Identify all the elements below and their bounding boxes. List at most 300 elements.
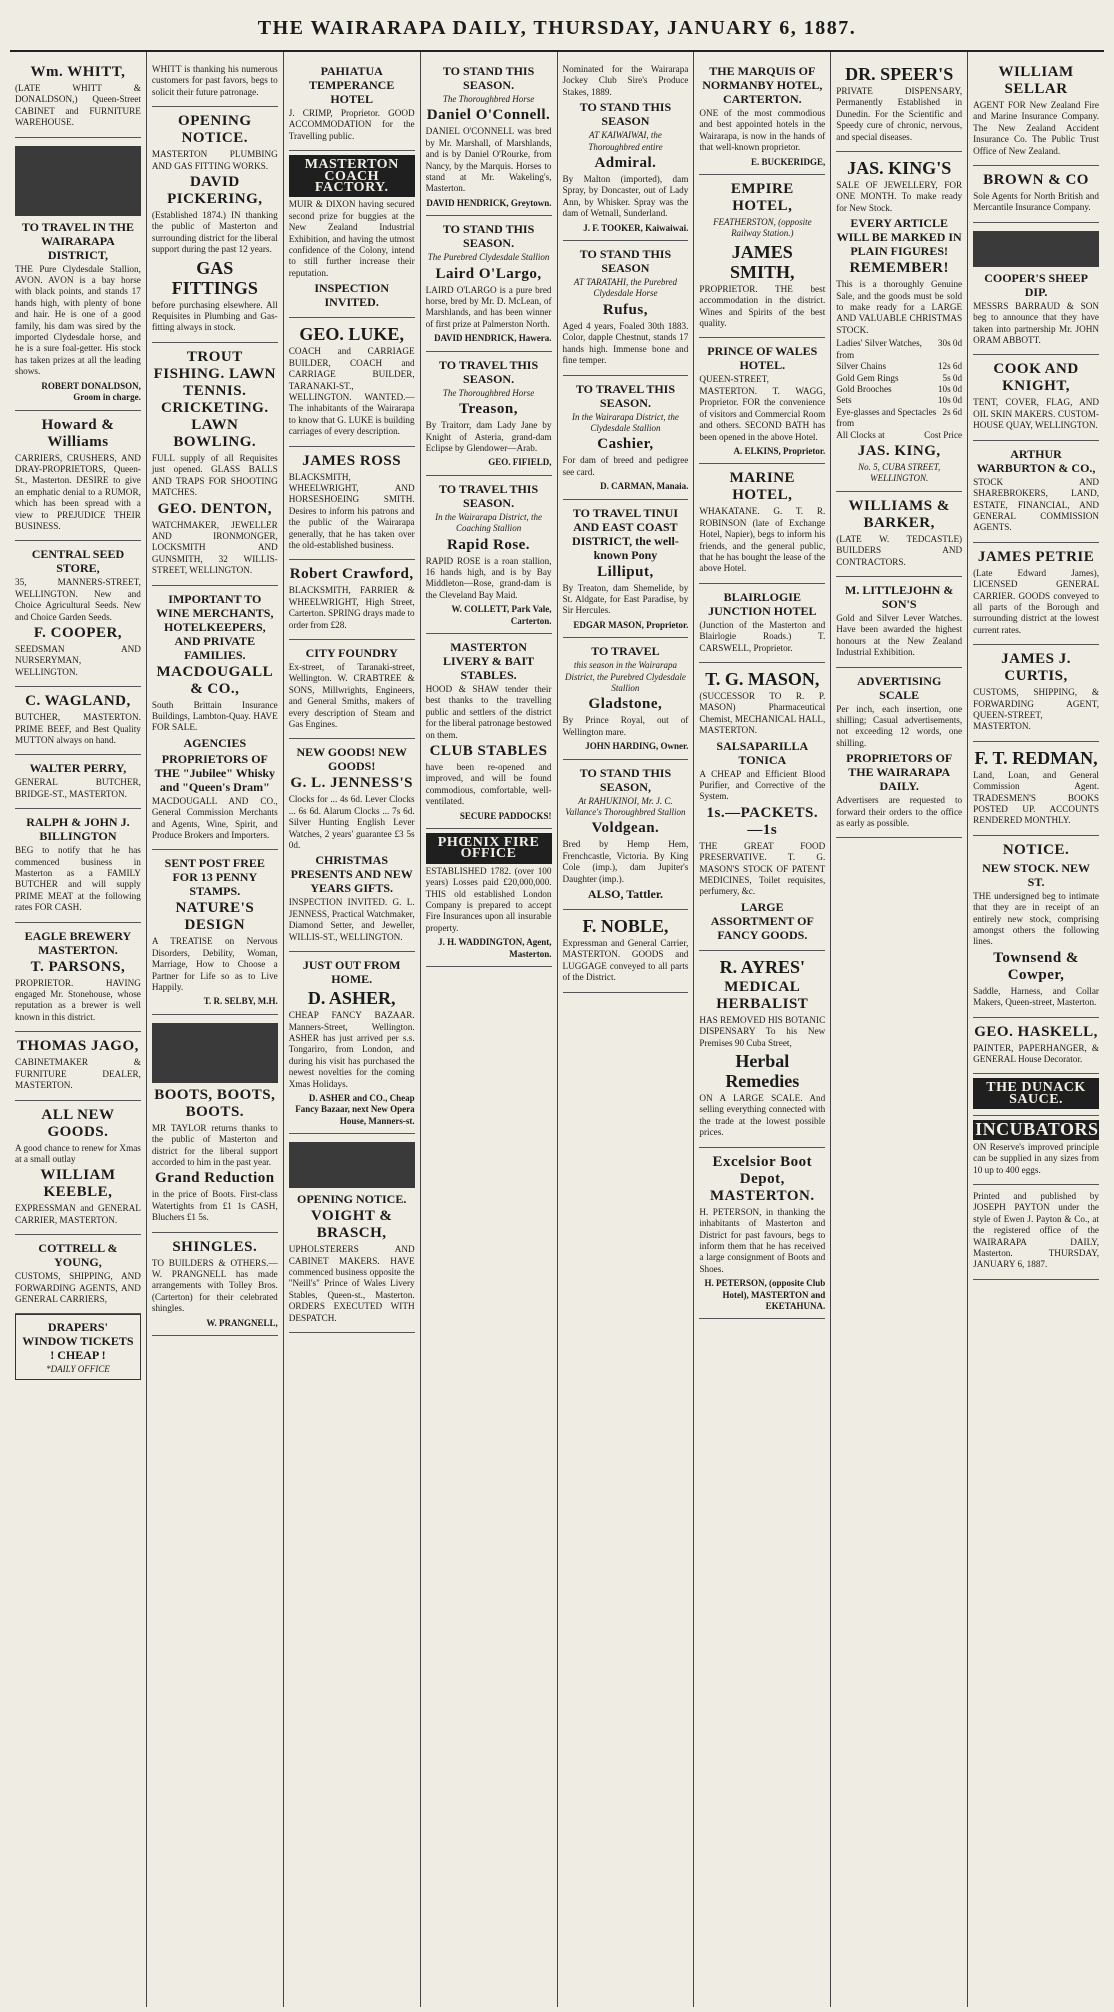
ad-heading: Admiral. (594, 155, 657, 172)
ad-heading: PHŒNIX FIRE OFFICE (426, 833, 552, 864)
ad-signature: E. BUCKERIDGE, (750, 156, 826, 167)
ad-luke (289, 318, 415, 446)
ad-subline: this season in the Wairarapa District, the Purebred Clydesdale Stallion (565, 660, 686, 693)
ad-crawford (289, 560, 415, 640)
ad-howard-williams (15, 411, 141, 542)
ad-text: LAIRD O'LARGO is a pure bred horse, bred by Mr. D. McLean, of Marshlands, and has been winner of first prize at Palmerston North. (425, 284, 552, 329)
ad-heading: EVERY ARTICLE WILL BE MARKED IN PLAIN FIGURES! (836, 216, 962, 259)
ad-haskell (973, 1018, 1099, 1075)
ad-text: SALE OF JEWELLERY, FOR ONE MONTH. To make ready for New Stock. (836, 180, 963, 213)
ad-williams-barker (836, 492, 962, 577)
ad-heading: THE MARQUIS OF NORMANBY HOTEL, CARTERTON. (702, 64, 823, 106)
ad-heading: LARGE ASSORTMENT OF FANCY GOODS. (710, 899, 814, 942)
column-8 (968, 52, 1104, 2007)
ad-text: Land, Loan, and General Commission Agent. TRADESMEN'S BOOKS POSTED UP. ACCOUNTS RENDERED MONTHLY. (973, 769, 1099, 826)
ad-text: EXPRESSMAN and GENERAL CARRIER, MASTERTON. (15, 1203, 141, 1225)
ad-subline: AT KAIWAIWAI, the Thoroughbred entire (588, 130, 663, 152)
ad-heading: Treason, (459, 401, 518, 418)
ad-heading: Howard & Williams (41, 416, 115, 450)
ad-text: A TREATISE on Nervous Disorders, Debility, Woman, Marriage, How to Choose a Partner for Life so as to Live Happily. (151, 936, 278, 992)
ad-text: TENT, COVER, FLAG, AND OIL SKIN MAKERS. CUSTOM-HOUSE QUAY, WELLINGTON. (973, 397, 1099, 431)
ad-heading: TO STAND THIS SEASON (579, 247, 672, 276)
ad-text: Expressman and General Carrier, MASTERTON. GOODS and LUGGAGE conveyed to all parts of the District. (562, 938, 689, 983)
ad-redman (973, 742, 1099, 836)
ad-avon (15, 138, 141, 411)
ad-text: WHITT is thanking his numerous customers for past favors, begs to solicit their future patronage. (151, 64, 278, 97)
sheep-dip-illustration (973, 231, 1099, 267)
ad-heading: INSPECTION INVITED. (314, 281, 390, 310)
ad-text: WHAKATANE. G. T. R. ROBINSON (late of Exchange Hotel, Napier), begs to inform his friends, and the general public, that he has bought the lease of the above Hotel. (699, 506, 826, 574)
ad-text: Ex-street, of Taranaki-street, Wellington. W. CRABTREE & SONS, Millwrights, Engineers, and General Smiths, makers of every description of Steam and Gas Engines. (288, 662, 415, 730)
ad-heading: THE DUNACK SAUCE. (973, 1078, 1099, 1109)
ad-heading: JAMES J. CURTIS, (1001, 651, 1071, 685)
ad-subline: The Purebred Clydesdale Stallion (427, 252, 550, 263)
ad-signature: J. H. WADDINGTON, Agent, Masterton. (438, 937, 552, 959)
ad-text: FULL supply of all Requisites just opened. GLASS BALLS AND TRAPS FOR SHOOTING MATCHES. (151, 452, 278, 498)
ad-subline: AT TARATAHI, the Purebred Clydesdale Horse (573, 277, 678, 299)
ad-text: before purchasing elsewhere. All Requisites in Plumbing and Gas-fitting always in stock. (151, 299, 278, 333)
ad-heading: TO TRAVEL TINUI AND EAST COAST DISTRICT, the well-known Pony (572, 505, 679, 562)
ad-heading: OPENING NOTICE. (297, 1192, 407, 1207)
horse-illustration (15, 146, 141, 216)
ad-heading: GEO. HASKELL, (974, 1023, 1098, 1040)
ad-text: Saddle, Harness, and Collar Makers, Queen-street, Masterton. (973, 985, 1099, 1008)
list-item: Ladies' Silver Watches, from 30s 0d (836, 338, 963, 360)
ad-wagland (15, 687, 141, 755)
ad-text: HAS REMOVED HIS BOTANIC DISPENSARY To his New Premises 90 Cuba Street, (699, 1014, 826, 1048)
ad-text: J. CRIMP, Proprietor. GOOD ACCOMMODATION for the Travelling public. (288, 108, 415, 141)
ad-heading: ADVERTISING SCALE (857, 673, 942, 702)
ad-text: By Treaton, dam Shemelide, by St. Aldgate, for East Paradise, by Sir Hercules. (562, 582, 689, 616)
masthead (10, 6, 1104, 52)
column-7 (831, 52, 968, 2007)
ad-subline: In the Wairarapa District, the Coaching Stallion (435, 511, 543, 534)
ad-whitt-cont (152, 58, 278, 107)
ad-heading: NEW GOODS! NEW GOODS! (296, 745, 407, 774)
list-item: Sets 10s 0d (836, 395, 963, 406)
ad-subline: FEATHERSTON, (opposite Railway Station.) (713, 217, 812, 239)
ad-heading: OPENING NOTICE. (178, 113, 252, 147)
ad-heading: WILLIAM SELLAR (998, 64, 1074, 97)
ad-heading: EAGLE BREWERY MASTERTON. (24, 928, 132, 957)
ad-heading: JUST OUT FROM HOME. (302, 958, 401, 987)
ad-subline: At RAHUKINOI, Mr. J. C. Vallance's Thoroughbred Stallion (565, 795, 686, 817)
ad-heading: WALTER PERRY, (29, 761, 127, 776)
ad-heading: DRAPERS' WINDOW TICKETS ! CHEAP ! (22, 1320, 134, 1363)
ad-ayres (699, 951, 825, 1148)
ad-heading: C. WAGLAND, (25, 693, 131, 710)
ad-gladstone (563, 638, 689, 759)
ad-text: (Established 1874.) IN thanking the public of Masterton and surrounding district for the liberal support during the past 12 years. (151, 210, 278, 255)
ad-heading: EMPIRE HOTEL, (730, 181, 794, 215)
ad-heading: JAS. KING'S (847, 158, 952, 179)
ad-heading: CLUB STABLES (429, 743, 548, 759)
ad-text: (SUCCESSOR TO R. P. MASON) Pharmaceutical Chemist, MECHANICAL HALL, MASTERTON. (699, 690, 826, 736)
ad-heading: TO TRAVEL THIS SEASON. (575, 381, 676, 410)
ad-heading: F. NOBLE, (582, 916, 669, 937)
imprint (973, 1185, 1099, 1280)
ad-advertising-scale (836, 668, 962, 839)
ad-heading: D. ASHER, (307, 988, 396, 1009)
ad-admiral (563, 58, 689, 241)
ad-heading: COTTRELL & YOUNG, (38, 1241, 118, 1270)
ad-text: Clocks for ... 4s 6d. Lever Clocks ... 6s 6d. Alarum Clocks ... 7s 6d. Silver Hunting English Lever Watches, 2 years' guarantee £3 5s 0d. (288, 794, 415, 851)
ad-ross (289, 447, 415, 561)
ad-livery-stables (426, 634, 552, 829)
ad-text: PROPRIETOR. THE best accommodation in the district. Wines and Spirits of the best quality. (699, 283, 826, 329)
ad-heading: MACDOUGALL & CO., (156, 663, 274, 697)
ad-text: A good chance to renew for Xmas at a small outlay (15, 1142, 141, 1164)
ad-text: PAINTER, PAPERHANGER, & GENERAL House Decorator. (973, 1042, 1099, 1065)
ad-text: THE Pure Clydesdale Stallion, AVON. AVON is a bay horse with black points, and stands 17 hands high, with plenty of bone and hair. He is one of a good family, his dam was sired by the imported Clydesdale horse, and he is a sure foal-getter. His stock has taken prizes at all the leading shows. (15, 263, 141, 377)
ad-heading: Daniel O'Connell. (426, 107, 551, 124)
ad-text: THE GREAT FOOD PRESERVATIVE. T. G. MASON'S STOCK OF PATENT MEDICINES, Toilet requisites, perfumery, &c. (699, 840, 826, 897)
ad-signature: ROBERT DONALDSON, Groom in charge. (41, 380, 141, 403)
ad-cottrell-young (15, 1235, 141, 1314)
ad-heading: F. T. REDMAN, (974, 747, 1098, 768)
ad-rapid-rose (426, 476, 552, 634)
ad-text: HOOD & SHAW tender their best thanks to the travelling public and settlers of the district for the liberal patronage bestowed on them. (425, 683, 552, 740)
ad-text: UPHOLSTERERS AND CABINET MAKERS. HAVE commenced business opposite the "Neill's" Prince of Wales Livery Stables, Queen-st., Masterton. ORDERS EXECUTED WITH DESPATCH. (288, 1244, 415, 1323)
ad-jago (15, 1032, 141, 1100)
ad-heading: JAMES PETRIE (977, 548, 1095, 565)
ad-heading: NEW STOCK. NEW ST. (982, 860, 1091, 889)
ad-mason (699, 663, 825, 951)
ad-text: BEG to notify that he has commenced business in Masterton as a FAMILY BUTCHER and will supply PRIME MEAT at the following rates FOR CASH. (15, 845, 141, 913)
ad-text: H. PETERSON, in thanking the inhabitants of Masterton and District for past favours, begs to inform them that he has received a large consignment of Boots and Shoes. (699, 1206, 826, 1274)
ad-heading: G. L. JENNESS'S (290, 775, 413, 792)
ad-text: in the price of Boots. First-class Watertights from £1 1s CASH, Bluchers £1 5s. (151, 1189, 278, 1223)
ad-sellar (973, 58, 1099, 166)
ad-heading: F. COOPER, (33, 624, 123, 641)
jewellery-price-list (836, 338, 962, 441)
ad-excelsior-boot (699, 1148, 825, 1320)
ad-heading: ARTHUR WARBURTON & CO., (976, 446, 1096, 475)
ad-text: (LATE WHITT & DONALDSON,) Queen-Street CABINET and FURNITURE WAREHOUSE. (15, 83, 141, 128)
ad-text: Nominated for the Wairarapa Jockey Club Sire's Produce Stakes, 1889. (562, 64, 689, 97)
ad-text: By Traitorr, dam Lady Jane by Knight of Asteria, grand-dam Eclipse by Glendower—Arab. (425, 420, 552, 453)
ad-text: MUIR & DIXON having secured second prize for buggies at the New Zealand Industrial Exhibition, and having the utmost confidence of the Colony, intend to still further increase their reputation. (288, 199, 415, 278)
ad-subline: The Thoroughbred Horse (442, 94, 535, 104)
ad-signature: H. PETERSON, (opposite Club Hotel), MASTERTON and EKETAHUNA. (704, 1278, 826, 1311)
ad-heading: T. G. MASON, (705, 668, 820, 689)
ad-text: Aged 4 years, Foaled 30th 1883. Color, dapple Chestnut, stands 17 hands high. Immense bone and fine temper. (562, 320, 689, 366)
ad-window-tickets (15, 1314, 141, 1379)
ad-noble (563, 910, 689, 993)
ad-voldgean (563, 760, 689, 910)
ad-signature: J. F. TOOKER, Kaiwaiwai. (583, 222, 689, 233)
ad-heading: JAS. KING, (857, 442, 941, 459)
ad-cashier (563, 376, 689, 500)
ad-text: CUSTOMS, SHIPPING, & FORWARDING AGENT, QUEEN-STREET, MASTERTON. (973, 687, 1099, 732)
ad-asher (289, 952, 415, 1134)
ad-heading: Gladstone, (588, 696, 663, 713)
ad-signature: GEO. FIFIELD, (488, 457, 552, 468)
ad-heading: REMEMBER! (849, 260, 949, 277)
ad-incubators (973, 1116, 1099, 1185)
ad-heading: INCUBATORS (975, 1119, 1099, 1140)
ad-text: Per inch, each insertion, one shilling; Casual advertisements, not exceeding 12 words, one shilling. (836, 703, 963, 748)
ad-shingles (152, 1233, 278, 1336)
ad-jenness (289, 739, 415, 952)
ad-prince-of-wales (699, 338, 825, 464)
ad-coopers-dip (973, 223, 1099, 356)
ad-signature: DAVID HENDRICK, Greytown. (426, 197, 552, 208)
ad-heading: WILLIAMS & BARKER, (848, 497, 950, 531)
ad-heading: 1s.—PACKETS.—1s (706, 804, 819, 838)
ad-text: QUEEN-STREET, MASTERTON. T. WAGG, Proprietor. FOR the convenience of visitors and Commercial Room and others. SECOND BATH has been opened in the above Hotel. (699, 374, 826, 442)
ad-heading: Rapid Rose. (447, 536, 531, 553)
ad-text: MACDOUGALL AND CO., General Commission Merchants and Agents, Wine, Spirit, and Produce Brokers and Importers. (151, 795, 278, 840)
ad-text: (Late Edward James), LICENSED GENERAL CARRIER. GOODS conveyed to all parts of the Borough and surrounding district at the lowest current rates. (973, 567, 1099, 635)
ad-heading: PROPRIETORS OF THE "Jubilee" Whisky and "Queen's Dram" (154, 751, 276, 794)
ad-text: A CHEAP and Efficient Blood Purifier, and Corrective of the System. (699, 768, 826, 802)
ad-text: GENERAL BUTCHER, BRIDGE-ST., MASTERTON. (15, 777, 141, 799)
ad-signature: D. ASHER and CO., Cheap Fancy Bazaar, next New Opera House, Manners-st. (295, 1092, 415, 1126)
ad-heading: TO STAND THIS SEASON (579, 100, 672, 129)
ad-subline: The Thoroughbred Horse (442, 387, 535, 398)
ad-signature: W. PRANGNELL, (206, 1317, 278, 1328)
ad-subline: In the Wairarapa District, the Clydesdale Stallion (571, 411, 679, 433)
ad-heading: RALPH & JOHN J. BILLINGTON (26, 815, 130, 844)
ad-heading: SHINGLES. (172, 1238, 258, 1255)
ad-heading: Grand Reduction (155, 1170, 275, 1187)
imprint-text: Printed and published by JOSEPH PAYTON under the style of Ewen J. Payton & Co., at the registered office of the WAIRARAPA DAILY, Masterton. THURSDAY, JANUARY 6, 1887. (973, 1190, 1099, 1270)
ad-text: (Junction of the Masterton and Blairlogie Roads.) T. CARSWELL, Proprietor. (699, 619, 826, 653)
ad-heading: Voldgean. (591, 820, 660, 837)
ad-heading: R. AYRES' (719, 956, 805, 977)
ad-text: DANIEL O'CONNELL was bred by Mr. Marshall, of Marshlands, and is by Daniel O'Rourke, from Nancy, by the Marquis. Horses to stand at Mr. Wakeling's, Masterton. (425, 126, 552, 194)
ad-text: CHEAP FANCY BAZAAR. Manners-Street, Wellington. ASHER has just arrived per s.s. Tongariro, from London, and during his visit has purchased the newest novelties for the coming Xmas Holidays. (288, 1010, 415, 1089)
list-item: Gold Brooches 10s 0d (836, 383, 963, 394)
ad-dunack-sauce (973, 1074, 1099, 1116)
ad-heading: TO STAND THIS SEASON, (579, 765, 672, 794)
ad-heading: TO TRAVEL IN THE WAIRARAPA DISTRICT, (21, 219, 135, 262)
ad-heading: CITY FOUNDRY (305, 646, 398, 660)
ad-signature: A. ELKINS, Proprietor. (733, 445, 826, 456)
ad-text: COACH and CARRIAGE BUILDER, COACH and CARRIAGE BUILDER, TARANAKI-ST., WELLINGTON. WANTED.—The inhabitants of the Wairarapa to know that G. LUKE is building carriages of every description. (288, 346, 415, 437)
ad-heading: TO TRAVEL THIS SEASON. (438, 481, 539, 510)
ad-heading: BLAIRLOGIE JUNCTION HOTEL (708, 589, 817, 618)
ad-heading: TO STAND THIS SEASON. (442, 222, 535, 251)
ad-blairlogie (699, 584, 825, 663)
ad-heading: BOOTS, BOOTS, BOOTS. (154, 1086, 276, 1120)
ad-text: AGENT FOR New Zealand Fire and Marine Insurance Company. The New Zealand Accident Insurance Co. The Public Trust Office of New Zealand. (973, 100, 1099, 156)
ad-littlejohn (836, 577, 962, 668)
furniture-illustration (289, 1142, 415, 1188)
ad-signature: D. CARMAN, Manaia. (600, 481, 689, 492)
ad-text: INSPECTION INVITED. G. L. JENNESS, Practical Watchmaker, Diamond Setter, and Jeweller, WILLIS-ST., WELLINGTON. (288, 897, 415, 942)
ad-heading: GEO. DENTON, (157, 500, 273, 517)
ad-brown (973, 166, 1099, 223)
list-item: Silver Chains 12s 6d (836, 361, 963, 372)
ad-heading: PROPRIETORS OF THE WAIRARAPA DAILY. (846, 751, 953, 794)
ad-heading: PAHIATUA TEMPERANCE HOTEL (309, 64, 395, 106)
ad-heading: Excelsior Boot Depot, MASTERTON. (709, 1153, 815, 1204)
ad-curtis (973, 645, 1099, 742)
ad-voight-brasch (289, 1134, 415, 1333)
ad-phoenix-fire (426, 829, 552, 967)
ad-heading: CENTRAL SEED STORE, (31, 547, 125, 576)
ad-heading: Townsend & Cowper, (993, 949, 1079, 983)
ad-text: For dam of breed and pedigree see card. (562, 455, 689, 477)
ad-heading: MARINE HOTEL, (729, 470, 796, 504)
ad-new-stock (973, 836, 1099, 1018)
ad-heading: MASTERTON LIVERY & BAIT STABLES. (442, 639, 535, 682)
list-item: Gold Gem Rings 5s 0d (836, 372, 963, 383)
ad-text: PRIVATE DISPENSARY, Permanently Established in Dunedin. For the Scientific and Speedy cure of chronic, nervous, and special diseases. (836, 86, 963, 142)
ad-heading: MEDICAL HERBALIST (716, 978, 809, 1012)
ad-heading: NATURE'S DESIGN (175, 900, 255, 934)
ad-text: ON Reserve's improved principle can be supplied in any sizes from 10 up to 400 eggs. (973, 1141, 1099, 1175)
ad-text: Bred by Hemp Hem, Frenchcastle, Victoria. By King Cole (imp.), dam Jupiter's Daughter (imp.). (562, 839, 689, 884)
ad-normanby-hotel (699, 58, 825, 175)
ad-text: By Malton (imported), dam Spray, by Doncaster, out of Lady Ann, by Whisker. Spray was the dam of Wetnall, Sunderland. (562, 174, 689, 219)
ad-text: PROPRIETOR. HAVING engaged Mr. Stonehouse, whose reputation as a brewer is well known in this district. (15, 977, 141, 1022)
ad-pickering (152, 107, 278, 343)
ad-text: ON A LARGE SCALE. And selling everything connected with the trade at the lowest possible prices. (699, 1093, 826, 1138)
ad-text: Gold and Silver Lever Watches. Have been awarded the highest honours at the New Zealand Industrial Exhibition. (836, 612, 963, 658)
ad-heading: COOK AND KNIGHT, (993, 361, 1079, 395)
ad-text: Advertisers are requested to forward their orders to the office as early as possible. (836, 795, 963, 829)
ad-heading: COOPER'S SHEEP DIP. (984, 270, 1088, 299)
ad-signature: T. R. SELBY, M.H. (203, 996, 278, 1007)
ad-text: WATCHMAKER, JEWELLER AND IRONMONGER, LOCKSMITH AND GUNSMITH, 32 WILLIS-STREET, WELLINGTON. (151, 519, 278, 576)
ad-text: CUSTOMS, SHIPPING, AND FORWARDING AGENTS, AND GENERAL CARRIERS, (15, 1271, 141, 1304)
ad-signature: SECURE PADDOCKS! (459, 810, 552, 821)
ad-heading: M. LITTLEJOHN & SON'S (845, 582, 954, 611)
masthead-title: THE WAIRARAPA DAILY, THURSDAY, JANUARY 6, 1887. (257, 16, 857, 39)
ad-heading: VOIGHT & BRASCH, (311, 1208, 393, 1242)
ad-laird-olargo (426, 216, 552, 351)
ad-macdougall (152, 586, 278, 851)
ad-heading: SENT POST FREE FOR 13 PENNY STAMPS. (164, 856, 265, 899)
ad-text: CABINETMAKER & FURNITURE DEALER, MASTERTON. (15, 1057, 141, 1091)
ad-heading: JAMES SMITH, (730, 241, 795, 282)
ad-heading: TO TRAVEL THIS SEASON. (438, 357, 539, 386)
column-2 (147, 52, 284, 2007)
ad-petrie (973, 543, 1099, 645)
ad-heading: Robert Crawford, (289, 566, 414, 583)
ad-signature: JOHN HARDING, Owner. (585, 741, 689, 752)
ad-heading: TO TRAVEL (591, 644, 660, 659)
ad-dr-speer (836, 58, 962, 152)
list-item: Eye-glasses and Spectacles from 2s 6d (836, 406, 963, 429)
ad-heading: JAMES ROSS (302, 452, 402, 469)
ad-heading: MASTERTON COACH FACTORY. (289, 155, 415, 197)
ad-text: SEEDSMAN AND NURSERYMAN, WELLINGTON. (15, 643, 141, 677)
ad-heading: GEO. LUKE, (299, 324, 404, 345)
ad-jas-king (836, 152, 962, 492)
ad-signature: DAVID HENDRICK, Hawera. (434, 333, 552, 344)
ad-rufus (563, 241, 689, 375)
ad-text: Sole Agents for North British and Mercantile Insurance Company. (973, 191, 1099, 213)
column-6 (694, 52, 831, 2007)
ad-subline: *DAILY OFFICE (46, 1364, 110, 1375)
ad-heading: CHRISTMAS PRESENTS AND NEW YEARS GIFTS. (290, 853, 413, 896)
ad-city-foundry (289, 640, 415, 739)
ad-text: 35, MANNERS-STREET, WELLINGTON. New and Choice Agricultural Seeds. New and Choice Garden Seeds. (15, 577, 141, 622)
boots-illustration (152, 1023, 278, 1083)
ad-text: South Brittain Insurance Buildings, Lambton-Quay. HAVE FOR SALE. (151, 699, 278, 733)
ad-signature: EDGAR MASON, Proprietor. (573, 619, 689, 630)
ad-text: TO BUILDERS & OTHERS.—W. PRANGNELL has made arrangements with Tolley Bros. (Carterton) for their celebrated shingles. (151, 1257, 278, 1314)
ad-heading: DAVID PICKERING, (167, 174, 263, 208)
ad-natures-design (152, 850, 278, 1014)
column-4 (421, 52, 558, 2007)
ad-heading: Herbal Remedies (725, 1051, 800, 1092)
list-item: All Clocks at Cost Price (836, 429, 963, 440)
ad-lilliput (563, 500, 689, 639)
ad-all-new-goods (15, 1101, 141, 1236)
ad-text: have been re-opened and improved, and will be found commodious, comfortable, well-ventilated. (425, 762, 552, 807)
ad-text: BLACKSMITH, FARRIER & WHEELWRIGHT, High Street, Carterton. SPRING drays made to order from £28. (288, 585, 415, 630)
ad-heading: BROWN & CO (983, 172, 1089, 189)
ad-heading: NOTICE. (1002, 841, 1070, 858)
ad-signature: W. COLLETT, Park Vale, Carterton. (451, 604, 552, 626)
ad-trout-fishing (152, 343, 278, 586)
ad-boots (152, 1015, 278, 1233)
ad-text: STOCK AND SHAREBROKERS, LAND, ESTATE, FINANCIAL, AND GENERAL COMMISSION AGENTS. (973, 476, 1099, 533)
ad-text: BLACKSMITH, WHEELWRIGHT, AND HORSESHOEING SMITH. Desires to inform his patrons and the public of the Wairarapa generally, that he has taken over the old-established business. (288, 471, 415, 550)
ad-heading: TO STAND THIS SEASON. (442, 64, 535, 92)
ad-text: ONE of the most commodious and best appointed hotels in the Wairarapa, is now in the hands of that well-known proprietor. (699, 108, 826, 153)
ad-text: By Prince Royal, out of Wellington mare. (562, 715, 689, 737)
ad-text: CARRIERS, CRUSHERS, AND DRAY-PROPRIETORS, Queen-St., Masterton. DESIRE to give an emphatic denial to a RUMOR, which has been spread with a view to PREJUDICE THEIR BUSINESS. (15, 452, 141, 531)
column-3 (284, 52, 421, 2007)
ad-warburton (973, 441, 1099, 543)
ad-heading: ALSO, Tattler. (587, 887, 664, 902)
ad-eagle-brewery (15, 923, 141, 1033)
ad-empire-hotel (699, 175, 825, 338)
ad-heading: T. PARSONS, (30, 958, 126, 975)
column-1 (10, 52, 147, 2007)
ad-text: RAPID ROSE is a roan stallion, 16 hands high, and is by Bay Middleton—Rose, grand-dam is the Cleveland Bay Maid. (425, 555, 552, 600)
ad-heading: IMPORTANT TO WINE MERCHANTS, HOTELKEEPERS, AND PRIVATE FAMILIES. (156, 591, 274, 662)
ad-heading: GAS FITTINGS (171, 257, 258, 298)
ad-heading: THOMAS JAGO, (17, 1038, 139, 1055)
ad-subline: No. 5, CUBA STREET, WELLINGTON. (858, 461, 941, 484)
ad-text: MR TAYLOR returns thanks to the public of Masterton and district for the liberal support accorded to him in the past year. (151, 1122, 278, 1168)
ad-text: This is a thoroughly Genuine Sale, and the goods must be sold to make ready for a LARGE AND VALUABLE CHRISTMAS STOCK. (836, 279, 963, 335)
ad-heading: Wm. WHITT, (30, 64, 126, 80)
ad-heading: TROUT FISHING. LAWN TENNIS. CRICKETING. LAWN BOWLING. (153, 348, 276, 450)
ad-text: BUTCHER, MASTERTON. PRIME BEEF, and Best Quality MUTTON always on hand. (15, 712, 141, 745)
ad-seed-store (15, 541, 141, 687)
ad-whitt (15, 58, 141, 138)
ad-heading: ALL NEW GOODS. (41, 1106, 115, 1140)
ad-marine-hotel (699, 464, 825, 583)
ad-text: (LATE W. TEDCASTLE) BUILDERS AND CONTRACTORS. (836, 533, 963, 567)
ad-heading: Rufus, (602, 301, 648, 318)
ad-cook-knight (973, 355, 1099, 440)
ad-heading: Laird O'Largo, (435, 265, 542, 282)
ad-text: ESTABLISHED 1782. (over 100 years) Losses paid £20,000,000. THIS old established London Company is prepared to accept Fire Insurances upon all insurable property. (425, 865, 552, 933)
column-5 (558, 52, 695, 2007)
ad-heading: DR. SPEER'S (845, 64, 954, 84)
ad-heading: WILLIAM KEEBLE, (40, 1167, 116, 1201)
columns (10, 52, 1104, 2007)
ad-text: MASTERTON PLUMBING AND GAS FITTING WORKS. (151, 149, 278, 171)
ad-perry (15, 755, 141, 809)
ad-coach-factory (289, 151, 415, 318)
ad-heading: Lilliput, (597, 563, 654, 580)
ad-heading: Cashier, (597, 436, 654, 453)
ad-daniel-oconnell (426, 58, 552, 216)
ad-text: THE undersigned beg to intimate that they are in receipt of an entirely new stock, comprising amongst others the following lines. (973, 890, 1099, 947)
ad-treason (426, 352, 552, 476)
ad-pahiatua-hotel (289, 58, 415, 151)
